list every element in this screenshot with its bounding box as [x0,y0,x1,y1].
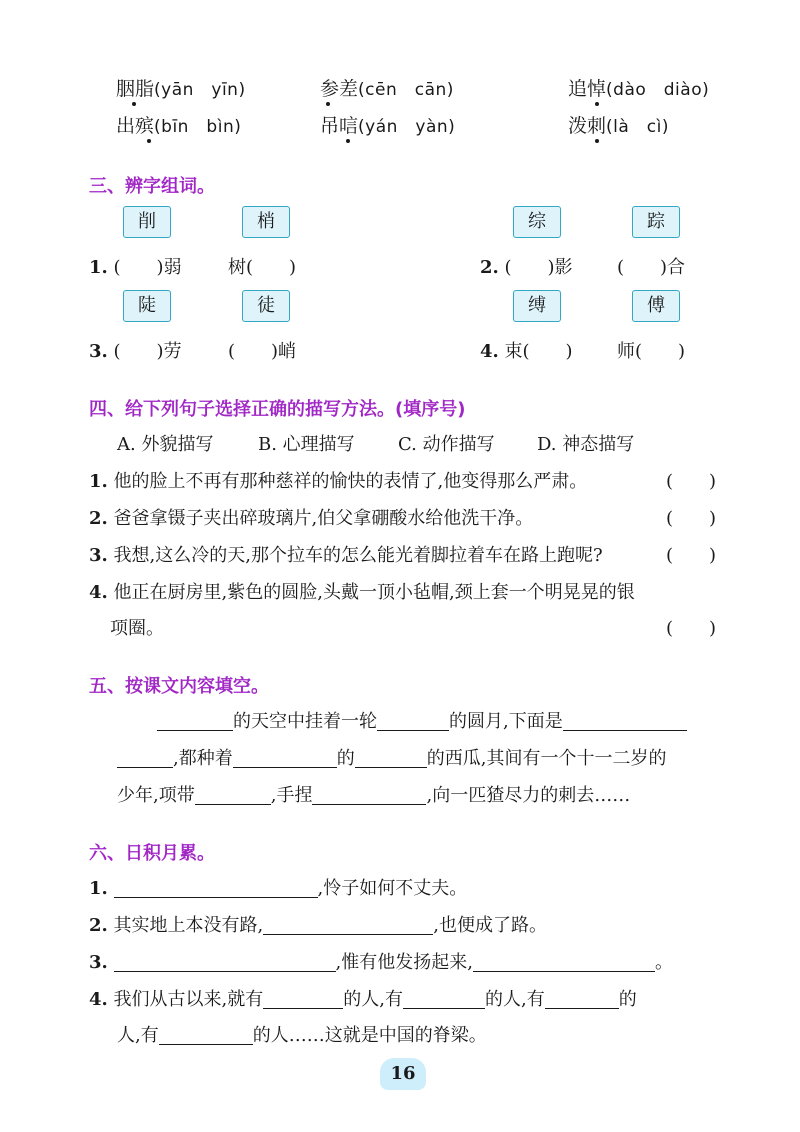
word-item: 树( ) [228,257,297,278]
pinyin-item: 参差(cēn cān) [320,78,454,100]
word-item: 师( ) [617,341,686,362]
question-continued: 项圈。 [110,618,164,639]
blank[interactable] [355,747,427,768]
question: 2. 爸爸拿镊子夹出碎玻璃片,伯父拿硼酸水给他洗干净。 [89,508,534,529]
option: D. 神态描写 [537,434,635,455]
blank[interactable] [157,710,233,731]
blank[interactable] [114,951,336,972]
emphasis-dot [595,102,599,106]
pinyin-item: 吊唁(yán yàn) [320,115,456,137]
blank[interactable] [545,988,619,1009]
question: 4. 他正在厨房里,紫色的圆脸,头戴一顶小毡帽,颈上套一个明晃晃的银 [89,582,635,603]
emphasis-dot [132,102,136,106]
pinyin-item: 出殡(bīn bìn) [116,115,242,137]
page-number: 16 [380,1058,426,1090]
answer-paren: ( ) [666,508,717,529]
blank[interactable] [233,747,337,768]
char-box: 削 [123,206,171,238]
char-box: 梢 [242,206,290,238]
blank[interactable] [195,784,271,805]
char-box: 徒 [242,290,290,322]
blank[interactable] [377,710,449,731]
char-box: 综 [513,206,561,238]
blank[interactable] [159,1024,253,1045]
word-item: 3. ( )劳 [89,341,182,362]
char-box: 踪 [632,206,680,238]
word-item: ( )峭 [228,341,297,362]
fill-line: 少年,项带 ,手捏 ,向一匹猹尽力的刺去…… [117,785,631,806]
fill-line: 人,有 的人……这就是中国的脊梁。 [117,1025,487,1046]
emphasis-dot [147,139,151,143]
emphasis-dot [346,139,350,143]
answer-paren: ( ) [666,618,717,639]
word-item: 2. ( )影 [480,257,573,278]
section-title: 六、日积月累。 [89,843,215,864]
fill-line: 1. ,怜子如何不丈夫。 [89,878,468,899]
question: 1. 他的脸上不再有那种慈祥的愉快的表情了,他变得那么严肃。 [89,471,588,492]
option: A. 外貌描写 [117,434,214,455]
section-title: 三、辨字组词。 [89,176,215,197]
blank[interactable] [263,988,343,1009]
fill-line: 的天空中挂着一轮 的圆月,下面是 [157,707,687,733]
char-box: 傅 [632,290,680,322]
pinyin-item: 泼刺(là cì) [568,115,669,137]
blank[interactable] [114,877,318,898]
emphasis-dot [595,139,599,143]
pinyin-item: 胭脂(yān yīn) [116,78,246,100]
fill-line: 4. 我们从古以来,就有 的人,有 的人,有 的 [89,989,637,1010]
emphasis-dot [326,102,330,106]
blank[interactable] [563,710,687,731]
section-title: 四、给下列句子选择正确的描写方法。(填序号) [89,399,466,420]
option: B. 心理描写 [258,434,355,455]
answer-paren: ( ) [666,545,717,566]
blank[interactable] [312,784,426,805]
blank[interactable] [473,951,655,972]
word-item: 4. 束( ) [480,341,573,362]
blank[interactable] [263,914,433,935]
option: C. 动作描写 [398,434,495,455]
char-box: 缚 [513,290,561,322]
fill-line: ,都种着 的 的西瓜,其间有一个十一二岁的 [117,744,666,770]
blank[interactable] [117,747,173,768]
fill-line: 2. 其实地上本没有路, ,也便成了路。 [89,915,547,936]
word-item: 1. ( )弱 [89,257,182,278]
pinyin-item: 追悼(dào diào) [568,78,710,100]
fill-line: 3. ,惟有他发扬起来, 。 [89,952,673,973]
word-item: ( )合 [617,257,686,278]
char-box: 陡 [123,290,171,322]
question: 3. 我想,这么冷的天,那个拉车的怎么能光着脚拉着车在路上跑呢? [89,545,603,566]
answer-paren: ( ) [666,471,717,492]
blank[interactable] [403,988,485,1009]
section-title: 五、按课文内容填空。 [89,676,269,697]
